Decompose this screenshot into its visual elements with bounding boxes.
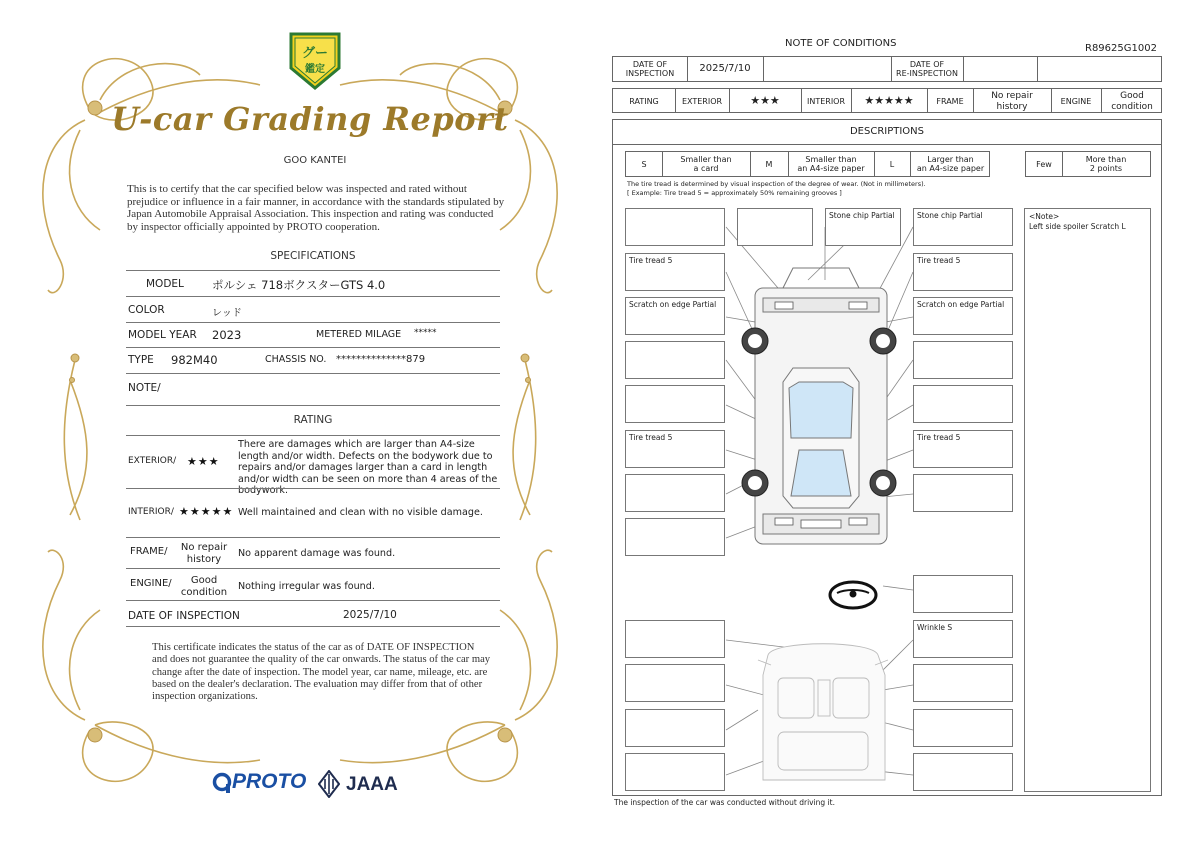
damage-label: Scratch on edge Partial	[917, 300, 1005, 309]
date-of-inspection-label	[613, 60, 687, 78]
legend-s-text-line-1: Smaller than	[680, 155, 732, 164]
damage-label: Tire tread 5	[629, 256, 673, 265]
engine-description: Nothing irregular was found.	[238, 581, 375, 592]
chassis-label: CHASSIS NO.	[265, 354, 327, 365]
report-title: U-car Grading Report	[111, 100, 509, 138]
damage-box-tire-rear-left	[625, 430, 725, 468]
frame-value	[973, 91, 1051, 112]
cell-divider	[1037, 57, 1038, 81]
legend-s-text-line-2: a card	[693, 164, 719, 173]
model-year-label: MODEL YEAR	[128, 329, 197, 341]
date-of-inspection-value: 2025/7/10	[699, 63, 751, 74]
exterior-label: EXTERIOR	[681, 97, 723, 106]
exterior-stars: ★★★	[187, 455, 220, 468]
legend-few-text-line-2: 2 points	[1089, 164, 1123, 173]
type-value: 982M40	[171, 353, 218, 367]
engine-value-line-2: condition	[180, 586, 228, 598]
reinspection-label-line-2: RE-INSPECTION	[896, 69, 958, 78]
tire-tread-note-line-2: [ Example: Tire tread 5 = approximately 50% remaining grooves ]	[627, 188, 842, 197]
damage-box-steering	[913, 575, 1013, 613]
inspection-footnote: The inspection of the car was conducted without driving it.	[614, 798, 835, 807]
divider	[126, 296, 500, 297]
legend-s-code: S	[641, 160, 647, 169]
date-value: 2025/7/10	[343, 609, 397, 621]
note-box	[1024, 208, 1151, 792]
divider	[126, 373, 500, 374]
damage-box-tire-front-left	[625, 253, 725, 291]
damage-label: Tire tread 5	[629, 433, 673, 442]
cell-divider	[963, 57, 964, 81]
proto-logo: PROTO	[232, 770, 307, 793]
rating-heading: RATING	[293, 414, 333, 426]
interior-stars: ★★★★★	[179, 505, 234, 518]
divider	[126, 435, 500, 436]
damage-box	[625, 620, 725, 658]
legend-l-code: L	[889, 160, 895, 169]
jaaa-logo-icon	[318, 770, 340, 798]
note-heading: <Note>	[1029, 212, 1060, 221]
model-label: MODEL	[146, 278, 184, 290]
goo-kantei-badge	[287, 30, 343, 92]
note-text: Left side spoiler Scratch L	[1029, 222, 1126, 231]
engine-value-line-2: condition	[1111, 101, 1153, 112]
damage-box-interior	[913, 620, 1013, 658]
damage-box	[913, 664, 1013, 702]
legend-m-text-line-1: Smaller than	[805, 155, 857, 164]
damage-box-left-front	[625, 297, 725, 335]
interior-description: Well maintained and clean with no visible damage.	[238, 507, 483, 518]
frame-label: FRAME	[936, 97, 964, 106]
engine-label: ENGINE	[1060, 97, 1092, 106]
damage-box-front-right	[913, 208, 1013, 246]
damage-box	[625, 753, 725, 791]
divider	[126, 322, 500, 323]
chassis-value: **************879	[336, 354, 426, 365]
legend-few-code: Few	[1036, 160, 1052, 169]
reinspection-label	[891, 60, 963, 78]
damage-box	[913, 385, 1013, 423]
damage-box	[625, 474, 725, 512]
reinspection-label-line-1: DATE OF	[909, 60, 945, 69]
damage-label: Wrinkle S	[917, 623, 953, 632]
frame-value-line-2: history	[996, 101, 1028, 112]
legend-m-text-line-2: an A4-size paper	[797, 164, 865, 173]
divider	[126, 347, 500, 348]
exterior-label: EXTERIOR/	[128, 456, 177, 466]
engine-label: ENGINE/	[130, 578, 172, 589]
color-value: レッド	[212, 308, 242, 319]
certificate-disclaimer: This certificate indicates the status of the car as of DATE OF INSPECTION and does not guarantee the quality of the car onwards. The status of the car may change after the date of inspection. The model year, car name, mileage, etc. are based on the dealer's declaration. The evaluation may differ from that of other inspection organizations.	[152, 642, 491, 703]
damage-box-tire-front-right	[913, 253, 1013, 291]
exterior-stars: ★★★	[750, 94, 780, 107]
damage-label: Scratch on edge Partial	[629, 300, 717, 309]
damage-label: Stone chip Partial	[829, 211, 895, 220]
frame-description: No apparent damage was found.	[238, 548, 396, 559]
damage-box	[625, 664, 725, 702]
frame-value-line-1: No repair	[180, 542, 228, 553]
damage-label: Tire tread 5	[917, 256, 961, 265]
frame-label: FRAME/	[130, 546, 168, 557]
report-subtitle: GOO KANTEI	[283, 155, 347, 166]
damage-box-tire-rear-right	[913, 430, 1013, 468]
engine-value-line-1: Good	[190, 575, 218, 586]
svg-text:鑑定: 鑑定	[305, 64, 325, 75]
descriptions-panel	[612, 119, 1162, 796]
report-id: R89625G1002	[1085, 43, 1157, 54]
legend-m-code: M	[765, 160, 773, 169]
damage-label: Stone chip Partial	[917, 211, 983, 220]
mileage-value: *****	[414, 328, 437, 338]
frame-value	[174, 542, 234, 565]
rating-label: RATING	[629, 97, 659, 106]
damage-box	[625, 709, 725, 747]
proto-logo-icon	[212, 772, 232, 794]
jaaa-logo: JAAA	[346, 774, 398, 795]
damage-box	[913, 709, 1013, 747]
damage-label: Tire tread 5	[917, 433, 961, 442]
damage-box	[737, 208, 813, 246]
steering-wheel-icon	[830, 582, 876, 608]
damage-box	[625, 518, 725, 556]
divider	[126, 600, 500, 601]
mileage-label: METERED MILAGE	[316, 329, 402, 340]
tire-tread-note-line-1: The tire tread is determined by visual inspection of the degree of wear. (Not in millimeters).	[627, 180, 926, 188]
date-label: DATE OF INSPECTION	[128, 610, 240, 622]
type-label: TYPE	[128, 354, 154, 366]
damage-box	[913, 341, 1013, 379]
interior-label: INTERIOR	[806, 97, 846, 106]
model-value: ポルシェ 718ボクスターGTS 4.0	[212, 278, 386, 292]
color-label: COLOR	[128, 304, 165, 316]
certification-statement: This is to certify that the car specified below was inspected and rated without prejudice or influence in a fair manner, in accordance with the standards stipulated by Japan Automobile Appraisal Association. This inspection and rating was conducted by inspector officially appointed by PROTO cooperation.	[127, 183, 505, 233]
damage-box	[913, 753, 1013, 791]
engine-value	[1101, 91, 1163, 112]
legend-l-text-line-1: Larger than	[927, 155, 974, 164]
note-label: NOTE/	[128, 382, 161, 394]
conditions-title: NOTE OF CONDITIONS	[785, 38, 897, 49]
divider	[126, 405, 500, 406]
legend-l-text-line-2: an A4-size paper	[916, 164, 985, 173]
inspection-date-row	[612, 56, 1162, 82]
engine-value	[174, 575, 234, 598]
divider	[126, 568, 500, 569]
damage-box	[625, 385, 725, 423]
damage-box	[913, 474, 1013, 512]
exterior-description: There are damages which are larger than A4-size length and/or width. Defects on the bodywork due to repairs and/or damages larger than a card in length and/or width can be seen on more than 4 areas of the bodywork.	[238, 439, 498, 497]
date-of-inspection-label-line-2: INSPECTION	[625, 69, 675, 78]
svg-text:グー: グー	[301, 46, 329, 61]
damage-box	[625, 208, 725, 246]
damage-box	[625, 341, 725, 379]
frame-value-line-2: history	[186, 553, 222, 565]
divider	[126, 626, 500, 627]
note-of-conditions	[600, 0, 1200, 848]
rating-row	[612, 88, 1162, 113]
damage-box-front	[825, 208, 901, 246]
specifications-heading: SPECIFICATIONS	[270, 250, 356, 262]
divider	[126, 270, 500, 271]
legend-few-text-line-1: More than	[1085, 155, 1127, 164]
damage-box-right-front	[913, 297, 1013, 335]
engine-value-line-1: Good	[1120, 91, 1144, 101]
interior-stars: ★★★★★	[864, 94, 914, 107]
cell-divider	[763, 57, 764, 81]
divider	[126, 488, 500, 489]
interior-label: INTERIOR/	[128, 507, 174, 517]
divider	[126, 537, 500, 538]
model-year-value: 2023	[212, 328, 242, 342]
frame-value-line-1: No repair	[991, 91, 1033, 101]
descriptions-heading: DESCRIPTIONS	[849, 126, 925, 137]
date-of-inspection-label-line-1: DATE OF	[632, 60, 668, 69]
